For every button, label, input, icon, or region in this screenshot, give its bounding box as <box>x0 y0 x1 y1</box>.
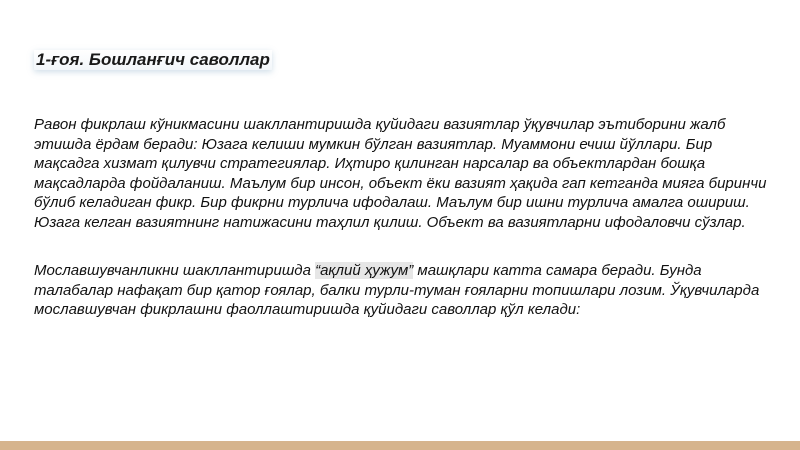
paragraph-flexibility <box>34 261 774 320</box>
paragraph-situations: Равон фикрлаш кўникмасини шакллантиришда қуйидаги вазиятлар ўқувчилар эътиборини жалб этишда ёрдам беради: Юзага келиши мумкин бўлган вазиятлар. Муаммони ечиш йўллари. Бир мақсадга хизмат қилувчи стратегиялар. Иҳтиро қилинган нарсалар ва объектлардан бошқа мақсадларда фойдаланиш. Маълум бир инсон, объект ёки вазият ҳақида гап кетганда мияга биринчи бўлиб келадиган фикр. Бир фикрни турлича ифодалаш. Маълум бир ишни турлича амалга ошириш. Юзага келган вазиятнинг натижасини таҳлил қилиш. Объект ва вазиятларни ифодаловчи сўзлар. <box>34 116 767 231</box>
paragraph-flexibility-start: Мославшувчанликни шакллантиришда <box>34 262 316 279</box>
brainstorm-highlight: “ақлий ҳужум” <box>315 262 414 279</box>
bottom-accent-bar <box>0 441 800 450</box>
slide-title: 1-ғоя. Бошланғич саволлар <box>36 50 270 69</box>
paragraph-flexibility-end: машқлари катта самара беради. Бунда талабалар нафақат бир қатор ғоялар, балки турли-туман ғояларни топишлари лозим. Ўқувчиларда мославшувчан фикрлашни фаоллаштиришда қуйидаги саволлар қўл келади: <box>34 262 760 318</box>
